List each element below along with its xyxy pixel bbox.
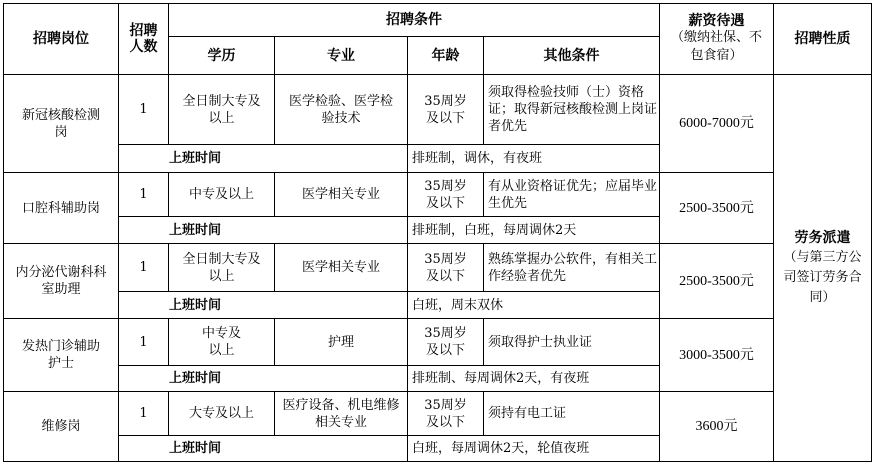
shift-row [4, 366, 872, 392]
job-position: 内分泌代谢科科室助理 [4, 244, 119, 319]
job-age: 35周岁及以下 [408, 392, 484, 436]
job-major: 医学相关专业 [275, 244, 408, 292]
header-salary [660, 4, 774, 75]
job-major: 医疗设备、机电维修相关专业 [275, 392, 408, 436]
header-nature: 招聘性质 [774, 4, 872, 75]
job-major: 医学相关专业 [275, 173, 408, 217]
job-other: 须取得护士执业证 [484, 319, 660, 366]
job-position: 口腔科辅助岗 [4, 173, 119, 244]
header-education: 学历 [169, 37, 275, 75]
job-age: 35周岁及以下 [408, 244, 484, 292]
job-major: 医学检验、医学检验技术 [275, 75, 408, 145]
job-count: 1 [119, 244, 169, 292]
table-row [4, 392, 872, 436]
shift-row [4, 145, 872, 173]
job-age: 35周岁及以下 [408, 173, 484, 217]
table-row [4, 75, 872, 145]
table-row [4, 244, 872, 292]
job-education: 全日制大专及以上 [169, 244, 275, 292]
shift-row [4, 436, 872, 462]
job-age: 35周岁及以下 [408, 75, 484, 145]
job-count: 1 [119, 75, 169, 145]
shift-label: 上班时间 [119, 436, 408, 462]
job-position: 新冠核酸检测岗 [4, 75, 119, 173]
job-other: 熟练掌握办公软件，有相关工作经验者优先 [484, 244, 660, 292]
header-salary-title: 薪资待遇 [688, 13, 745, 29]
shift-value: 排班制，调休，有夜班 [408, 145, 774, 173]
shift-label: 上班时间 [119, 145, 408, 173]
shift-value: 白班，周末双休 [408, 292, 774, 319]
header-age: 年龄 [408, 37, 484, 75]
job-age: 35周岁及以下 [408, 319, 484, 366]
table-row [4, 319, 872, 366]
job-salary: 6000-7000元 [660, 75, 774, 173]
header-other: 其他条件 [484, 37, 660, 75]
header-salary-note: （缴纳社保、不包食宿） [670, 30, 762, 63]
shift-value: 排班制、每周调休2天，有夜班 [408, 366, 774, 392]
header-row-1 [4, 4, 872, 37]
recruitment-table [3, 3, 872, 462]
shift-value: 白班，每周调休2天，轮值夜班 [408, 436, 774, 462]
job-education: 中专及以上 [169, 319, 275, 366]
shift-label: 上班时间 [119, 292, 408, 319]
job-salary: 2500-3500元 [660, 173, 774, 244]
header-position: 招聘岗位 [4, 4, 119, 75]
nature-note: （与第三方公司签订劳务合同） [783, 250, 862, 305]
job-count: 1 [119, 392, 169, 436]
job-other: 有从业资格证优先；应届毕业生优先 [484, 173, 660, 217]
header-conditions: 招聘条件 [169, 4, 660, 37]
job-education: 全日制大专及以上 [169, 75, 275, 145]
header-count [119, 4, 169, 75]
job-other: 须持有电工证 [484, 392, 660, 436]
shift-row [4, 292, 872, 319]
job-education: 大专及以上 [169, 392, 275, 436]
job-salary: 3600元 [660, 392, 774, 462]
shift-label: 上班时间 [119, 366, 408, 392]
job-other: 须取得检验技师（士）资格证；取得新冠核酸检测上岗证者优先 [484, 75, 660, 145]
job-education: 中专及以上 [169, 173, 275, 217]
job-count: 1 [119, 319, 169, 366]
job-position: 发热门诊辅助护士 [4, 319, 119, 392]
header-major: 专业 [275, 37, 408, 75]
shift-value: 排班制，白班，每周调休2天 [408, 217, 774, 244]
job-major: 护理 [275, 319, 408, 366]
header-count-text: 招聘人数 [129, 23, 158, 55]
shift-row [4, 217, 872, 244]
recruitment-nature [774, 75, 872, 462]
job-position: 维修岗 [4, 392, 119, 462]
nature-value: 劳务派遣 [794, 230, 851, 246]
job-count: 1 [119, 173, 169, 217]
shift-label: 上班时间 [119, 217, 408, 244]
job-salary: 2500-3500元 [660, 244, 774, 319]
table-row [4, 173, 872, 217]
job-salary: 3000-3500元 [660, 319, 774, 392]
